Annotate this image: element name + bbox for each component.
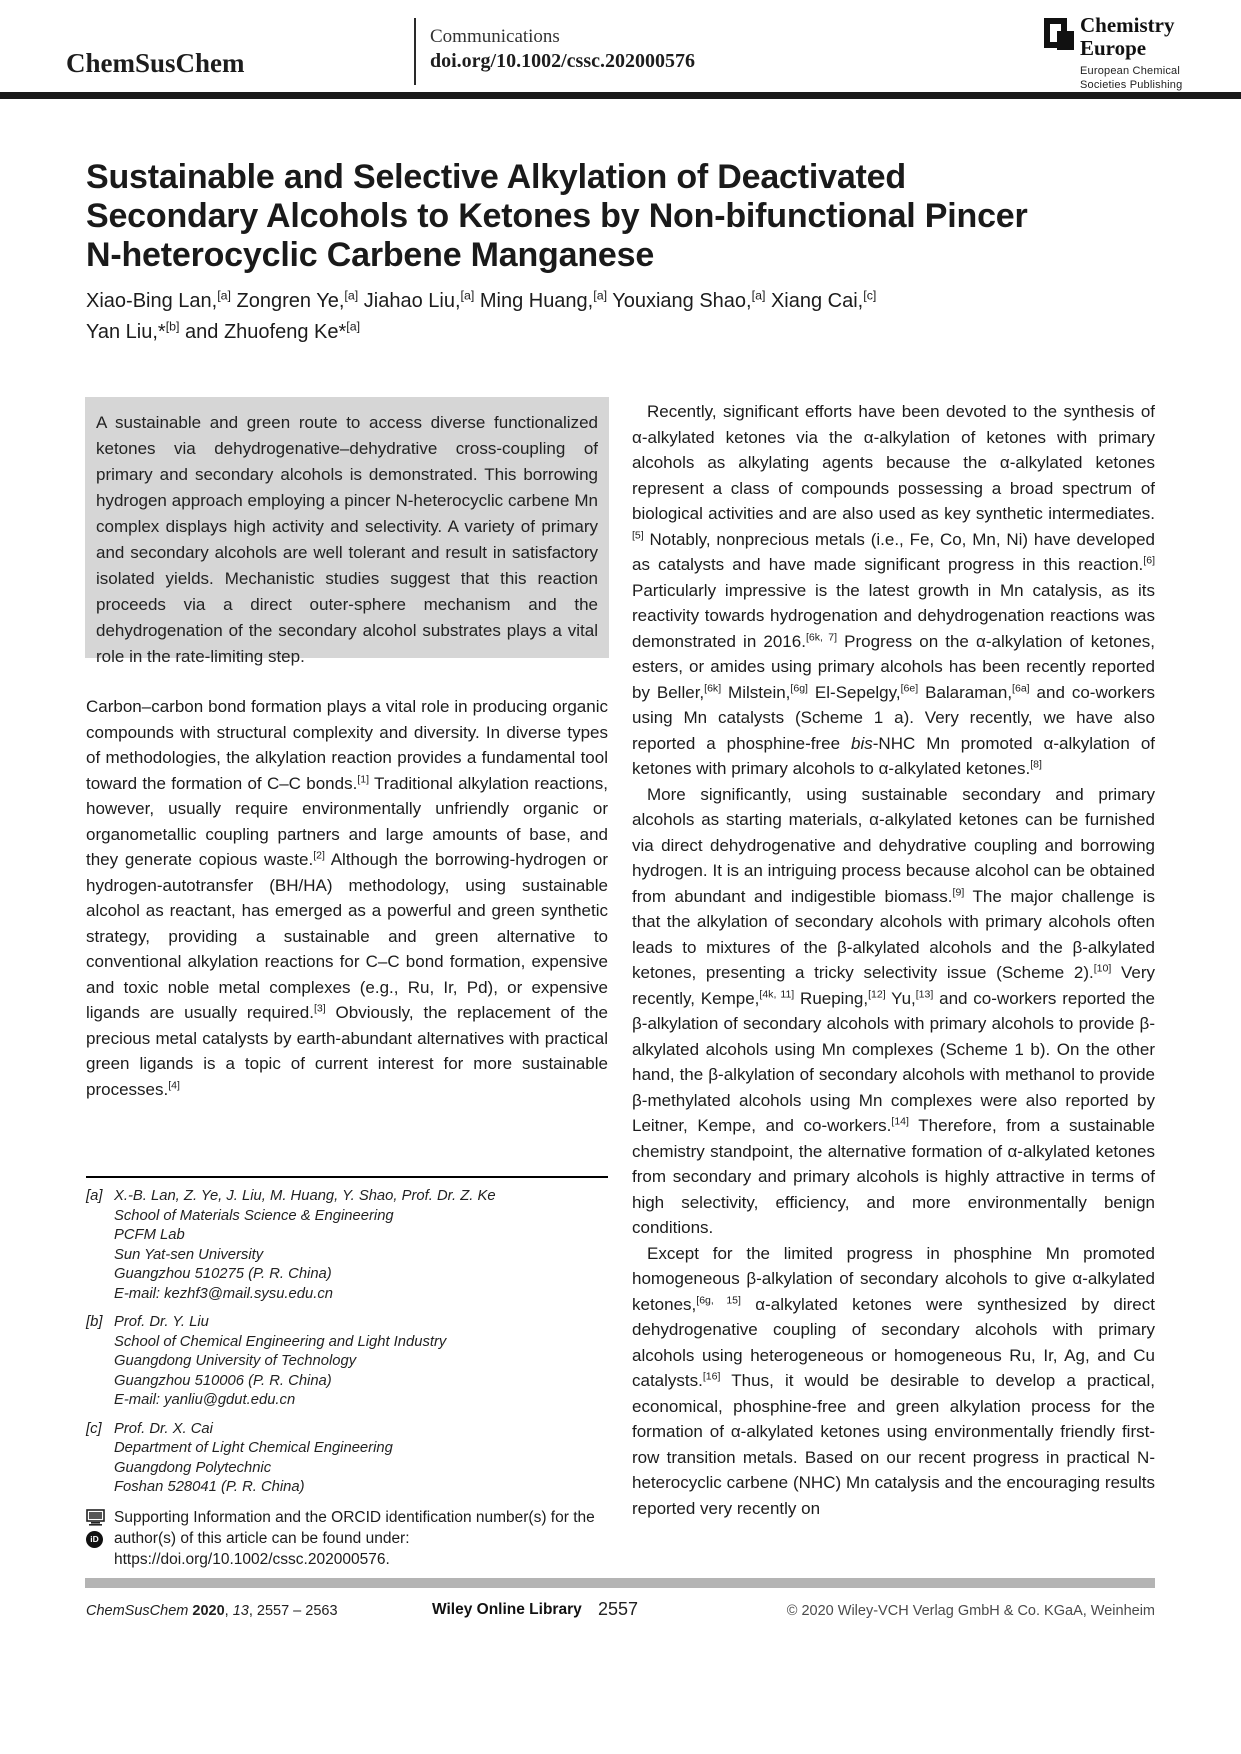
email-address[interactable]: E-mail: yanliu@gdut.edu.cn bbox=[114, 1392, 296, 1408]
footnote-line: Guangdong Polytechnic bbox=[114, 1459, 272, 1476]
supporting-info-text: Supporting Information and the ORCID identification number(s) for the author(s) of this article can be found under: bbox=[114, 1508, 595, 1547]
body-column-right bbox=[632, 399, 1155, 1521]
page-number: 2557 bbox=[598, 1599, 639, 1619]
footnote-line: Prof. Dr. Y. Liu bbox=[114, 1314, 209, 1330]
chemistry-europe-logo-icon bbox=[1044, 18, 1078, 58]
footnote-line: Guangdong University of Technology bbox=[114, 1353, 357, 1369]
footnote-line: School of Chemical Engineering and Light Industry bbox=[114, 1333, 447, 1350]
section-label: Communications bbox=[430, 26, 560, 47]
footnote-line: Sun Yat-sen University bbox=[114, 1246, 264, 1263]
footnote-b bbox=[86, 1313, 608, 1411]
paragraph-recently: Recently, significant efforts have been devoted to the synthesis of α-alkylated ketones via the α-alkylation of ketones with primary alcohols as alkylating agents because the α-alkylated ketones represent a class of compounds possessing a broad spectrum of biological activities and are also used as key synthetic intermediates.[5] Notably, nonprecious metals (i.e., Fe, Co, Mn, Ni) have developed as catalysts and have made significant progress in this reaction.[6] Particularly impressive is the latest growth in Mn catalysis, as its reactivity towards hydrogenation and dehydrogenation reactions was demonstrated in 2016.[6k, 7] Progress on the α-alkylation of ketones, esters, or amides using primary alcohols has been recently reported by Beller,[6k] Milstein,[6g] El-Sepelgy,[6e] Balaraman,[6a] and co-workers using Mn catalysts (Scheme 1 a). Very recently, we have also reported a phosphine-free bis-NHC Mn promoted α-alkylation of ketones with primary alcohols to α-alkylated ketones.[8] bbox=[632, 402, 1156, 778]
footer-rule bbox=[85, 1578, 1155, 1588]
footnote-label: [c] bbox=[86, 1420, 102, 1437]
article-title: Sustainable and Selective Alkylation of Deactivated Secondary Alcohols to Ketones by Non-bifunctional Pincer N-heterocyclic Carbene Manganese bbox=[86, 158, 1028, 274]
supporting-info bbox=[86, 1507, 608, 1570]
body-column-left bbox=[86, 694, 608, 1102]
header-divider bbox=[414, 18, 416, 85]
header-rule bbox=[0, 92, 1241, 99]
footnote-line: Foshan 528041 (P. R. China) bbox=[114, 1479, 305, 1495]
footnote-label: [b] bbox=[86, 1314, 103, 1330]
footnote-line: Guangzhou 510006 (P. R. China) bbox=[114, 1372, 332, 1389]
abstract-box bbox=[85, 397, 609, 666]
abstract-text: A sustainable and green route to access diverse functionalized ketones via dehydrogenative–dehydrative cross-coupling of primary and secondary alcohols is demonstrated. This borrowing hydrogen approach employing a pincer N-heterocyclic carbene Mn complex displays high activity and selectivity. A variety of primary and secondary alcohols are well tolerant and result in satisfactory isolated yields. Mechanistic studies suggest that this reaction proceeds via a direct outer-sphere mechanism and the dehydrogenation of the secondary alcohol substrates plays a vital role in the rate-limiting step. bbox=[96, 413, 598, 666]
paragraph-intro: Carbon–carbon bond formation plays a vital role in producing organic compounds with structural complexity and diversity. In diverse types of methodologies, the alkylation reaction provides a fundamental tool toward the formation of C–C bonds.[1] Traditional alkylation reactions, however, usually require environmentally unfriendly organic or organometallic coupling partners and large amounts of base, and they generate copious waste.[2] Although the borrowing-hydrogen or hydrogen-autotransfer (BH/HA) methodology, using sustainable alcohol as reactant, has emerged as a powerful and green synthetic strategy, providing a sustainable and green alternative to conventional alkylation reactions for C–C bond formation, expensive and toxic noble metal complexes (e.g., Ru, Ir, Pd), or expensive ligands are usually required.[3] Obviously, the replacement of the precious metal catalysts by earth-abundant alternatives with practical green ligands is a topic of current interest for more sustainable processes.[4] bbox=[86, 697, 608, 1099]
paragraph-except: Except for the limited progress in phosphine Mn promoted homogeneous β-alkylation of secondary alcohols to give α-alkylated ketones,[6g, 15] α-alkylated ketones were synthesized by direct dehydrogenative coupling of secondary alcohols with primary alcohols using heterogeneous or homogeneous Ru, Ir, Ag, and Cu catalysts.[16] Thus, it would be desirable to develop a practical, economical, phosphine-free and green alkylation process for the formation of α-alkylated ketones using environmentally friendly first-row transition metals. Based on our recent progress in practical N-heterocyclic carbene (NHC) Mn catalysis and the encouraging results reported very recently on bbox=[632, 1243, 1155, 1518]
supporting-info-url[interactable]: https://doi.org/10.1002/cssc.202000576. bbox=[114, 1550, 390, 1568]
monitor-icon bbox=[86, 1509, 105, 1526]
footnote-line: Department of Light Chemical Engineering bbox=[114, 1440, 393, 1456]
footnote-a bbox=[86, 1187, 608, 1304]
orcid-icon[interactable]: iD bbox=[86, 1531, 103, 1548]
footnote-line: School of Materials Science & Engineering bbox=[114, 1207, 394, 1224]
footnote-c bbox=[86, 1420, 608, 1498]
footer-citation: ChemSusChem 2020, 13, 2557 – 2563 bbox=[86, 1603, 338, 1619]
email-address[interactable]: E-mail: kezhf3@mail.sysu.edu.cn bbox=[114, 1285, 333, 1302]
logo-title: Chemistry Europe bbox=[1080, 13, 1175, 60]
paragraph-more-significantly: More significantly, using sustainable secondary and primary alcohols as starting materials, α-alkylated ketones can be furnished via direct dehydrogenative and dehydrative coupling and borrowing hydrogen. It is an intriguing process because alcohol can be obtained from abundant and indigestible biomass.[9] The major challenge is that the alkylation of secondary alcohols with primary alcohols often leads to mixtures of the β-alkylated alcohols and the β-alkylated ketones, presenting a tricky selectivity issue (Scheme 2).[10] Very recently, Kempe,[4k, 11] Rueping,[12] Yu,[13] and co-workers reported the β-alkylation of secondary alcohols with primary alcohols to provide β-alkylated alcohols using Mn complexes (Scheme 1 b). On the other hand, the β-alkylation of secondary alcohols with methanol to provide β-methylated alcohols using Mn complexes were also reported by Leitner, Kempe, and co-workers.[14] Therefore, from a sustainable chemistry standpoint, the alternative formation of α-alkylated ketones from secondary and primary alcohols is highly attractive in terms of high selectivity, efficiency, and more environmentally benign conditions. bbox=[632, 784, 1155, 1237]
footnote-line: Guangzhou 510275 (P. R. China) bbox=[114, 1266, 332, 1282]
footer-copyright: © 2020 Wiley-VCH Verlag GmbH & Co. KGaA, Weinheim bbox=[786, 1603, 1155, 1619]
footnote-line: X.-B. Lan, Z. Ye, J. Liu, M. Huang, Y. Shao, Prof. Dr. Z. Ke bbox=[114, 1188, 496, 1204]
footnotes-section bbox=[86, 1176, 608, 1570]
logo-subtitle: European Chemical Societies Publishing bbox=[1080, 65, 1183, 91]
author-list: Xiao-Bing Lan,[a] Zongren Ye,[a] Jiahao Liu,[a] Ming Huang,[a] Youxiang Shao,[a] Xiang Cai,[c] Yan Liu,*[b] and Zhuofeng Ke*[a] bbox=[86, 288, 877, 343]
footer-library: Wiley Online Library bbox=[432, 1601, 582, 1618]
doi-text[interactable]: doi.org/10.1002/cssc.202000576 bbox=[430, 50, 695, 72]
footnote-line: PCFM Lab bbox=[114, 1227, 185, 1243]
footnote-label: [a] bbox=[86, 1188, 103, 1204]
journal-name: ChemSusChem bbox=[66, 48, 245, 78]
footnote-line: Prof. Dr. X. Cai bbox=[114, 1420, 213, 1437]
